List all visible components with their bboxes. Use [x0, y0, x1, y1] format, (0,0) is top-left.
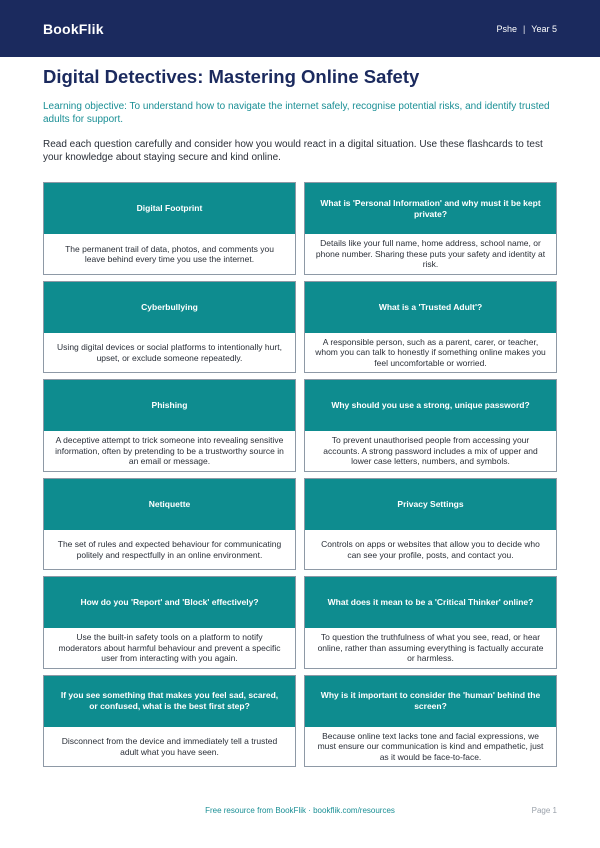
- flashcard[interactable]: [304, 478, 557, 571]
- year-label: Year 5: [531, 23, 557, 34]
- flashcard-back: The set of rules and expected behaviour for communicating politely and respectfully in an online environment.: [57, 539, 282, 560]
- flashcard[interactable]: [304, 576, 557, 669]
- flashcard-front: Privacy Settings: [305, 479, 556, 530]
- flashcard-front: Why should you use a strong, unique password?: [305, 380, 556, 431]
- subject-label: Pshe: [496, 23, 517, 34]
- page-title: Digital Detectives: Mastering Online Safety: [43, 66, 420, 87]
- flashcard-back: A deceptive attempt to trick someone into revealing sensitive information, often by pretending to be a trustworthy source in an email or message.: [55, 435, 284, 467]
- flashcard-front: What does it mean to be a 'Critical Thinker' online?: [305, 577, 556, 628]
- flashcard[interactable]: [304, 281, 557, 374]
- flashcard-back: A responsible person, such as a parent, carer, or teacher, whom you can talk to honestly if something online makes you feel uncomfortable or worried.: [315, 336, 546, 368]
- flashcard-back: Controls on apps or websites that allow you to decide who can see your profile, posts, and contact you.: [321, 539, 540, 560]
- flashcard-back: Disconnect from the device and immediately tell a trusted adult what you have seen.: [61, 736, 278, 757]
- flashcard-front: Phishing: [44, 380, 295, 431]
- flashcard-front: What is 'Personal Information' and why must it be kept private?: [305, 183, 556, 234]
- flashcard[interactable]: [43, 675, 296, 768]
- flashcard-back: Because online text lacks tone and facial expressions, we must ensure our communication is kind and empathetic, just as it would be face-to-face.: [317, 730, 544, 762]
- flashcard-back: Using digital devices or social platforms to intentionally hurt, upset, or exclude someone repeatedly.: [57, 342, 282, 363]
- footer-link[interactable]: Free resource from BookFlik · bookflik.com/resources: [205, 806, 395, 815]
- flashcard-front: Netiquette: [44, 479, 295, 530]
- flashcard-grid: [43, 182, 557, 767]
- header-meta: [496, 24, 557, 34]
- header-bar: [0, 0, 600, 57]
- flashcard[interactable]: [304, 675, 557, 768]
- flashcard-front: Cyberbullying: [44, 282, 295, 333]
- flashcard[interactable]: [43, 379, 296, 472]
- flashcard-back: To question the truthfulness of what you see, read, or hear online, rather than assuming everything is factually accurate or harmless.: [317, 632, 544, 664]
- meta-separator: |: [522, 23, 526, 34]
- brand-logo[interactable]: BookFlik: [43, 20, 104, 37]
- flashcard[interactable]: [304, 182, 557, 275]
- page-number: Page 1: [531, 806, 557, 815]
- flashcard[interactable]: [43, 478, 296, 571]
- flashcard[interactable]: [43, 182, 296, 275]
- flashcard-front: What is a 'Trusted Adult'?: [305, 282, 556, 333]
- flashcard-back: Details like your full name, home address, school name, or phone number. Sharing these puts your safety and identity at risk.: [315, 238, 546, 270]
- flashcard[interactable]: [43, 576, 296, 669]
- flashcard-back: Use the built-in safety tools on a platform to notify moderators about harmful behaviour and prevent a specific user from interacting with you again.: [58, 632, 281, 664]
- flashcard-front: If you see something that makes you feel sad, scared, or confused, what is the best first step?: [44, 676, 295, 727]
- flashcard[interactable]: [43, 281, 296, 374]
- flashcard-front: How do you 'Report' and 'Block' effectively?: [44, 577, 295, 628]
- flashcard-back: To prevent unauthorised people from accessing your accounts. A strong password includes a mix of upper and lower case letters, numbers, and symbols.: [323, 435, 538, 467]
- flashcard-front: Why is it important to consider the 'human' behind the screen?: [305, 676, 556, 727]
- flashcard-front: Digital Footprint: [44, 183, 295, 234]
- intro-text: Read each question carefully and consider how you would react in a digital situation. Use these flashcards to test your knowledge about staying secure and kind online.: [43, 139, 543, 163]
- learning-objective: Learning objective: To understand how to navigate the internet safely, recognise potential risks, and identify trusted adults for support.: [43, 101, 550, 125]
- flashcard-back: The permanent trail of data, photos, and comments you leave behind every time you use the internet.: [65, 243, 274, 264]
- flashcard[interactable]: [304, 379, 557, 472]
